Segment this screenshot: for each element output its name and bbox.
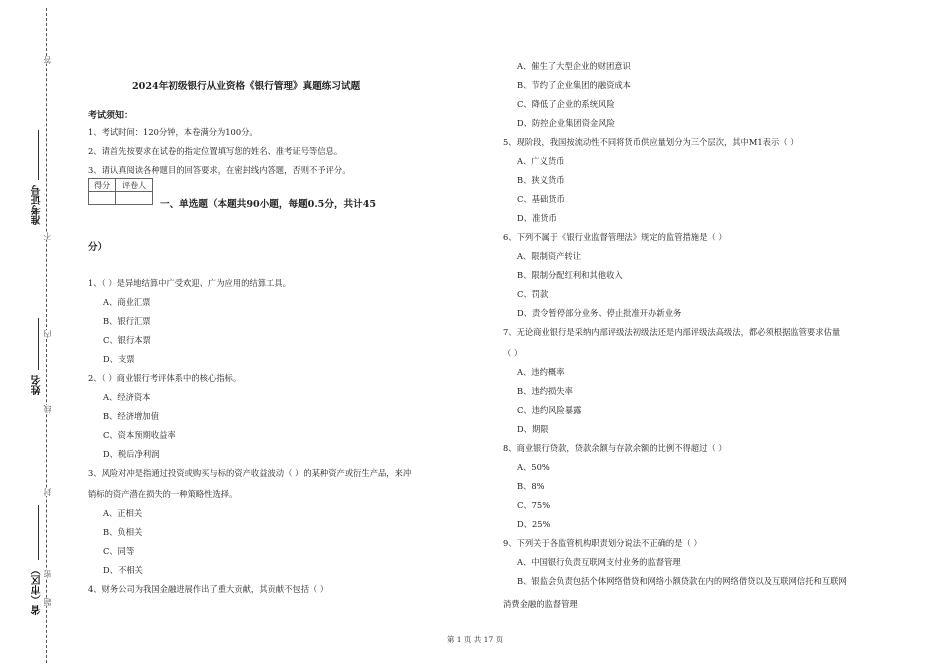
option-item[interactable]: A、催生了大型企业的财团意识 [517,61,631,71]
name-field[interactable] [38,318,39,370]
seal-char: 题 [43,598,52,606]
notice-item: 3、请认真阅读各种题目的回答要求，在密封线内答题，否则不予评分。 [88,165,351,175]
option-item[interactable]: A、广义货币 [517,156,565,166]
question-stem: 4、财务公司为我国金融进展作出了重大贡献，其贡献不包括（ ） [88,584,329,594]
page-footer: 第 1 页 共 17 页 [446,635,504,644]
option-item[interactable]: C、基础货币 [517,194,565,204]
grader-header: 评卷人 [116,179,153,192]
option-item[interactable]: B、狭义货币 [517,175,565,185]
option-item[interactable]: B、负相关 [103,527,143,537]
option-item[interactable]: B、节约了企业集团的融资成本 [517,80,631,90]
score-header: 得分 [89,179,116,192]
exam-number-label: 准考证号 [32,185,43,225]
option-item-cont: 消费金融的监督管理 [503,599,578,609]
option-item[interactable]: D、税后净利润 [103,449,160,459]
option-item[interactable]: C、罚款 [517,289,549,299]
question-stem: 2、（ ）商业银行考评体系中的核心指标。 [88,373,242,383]
option-item[interactable]: A、限制资产转让 [517,251,582,261]
option-item[interactable]: B、限制分配红利和其他收入 [517,270,623,280]
option-item[interactable]: C、75% [517,500,551,510]
option-item[interactable]: C、违约风险暴露 [517,405,582,415]
seal-char: 答 [43,56,52,64]
seal-char: 不 [43,232,52,240]
score-cell[interactable] [89,192,116,205]
score-box [88,178,153,205]
option-item[interactable]: A、正相关 [103,508,143,518]
option-item[interactable]: B、银监会负责包括个体网络借贷和网络小额贷款在内的网络借贷以及互联网信托和互联网 [517,576,847,586]
option-item[interactable]: C、资本预期收益率 [103,430,176,440]
province-label: 省（市区） [32,565,43,615]
option-item[interactable]: A、中国银行负责互联网支付业务的监督管理 [517,557,681,567]
province-field[interactable] [38,505,39,560]
question-stem-cont: （ ） [503,348,523,358]
option-item[interactable]: C、银行本票 [103,335,151,345]
question-stem: 5、现阶段，我国按流动性不同将货币供应量划分为三个层次，其中M1表示（ ） [503,137,799,147]
option-item[interactable]: A、50% [517,462,550,472]
option-item[interactable]: D、责令暂停部分业务、停止批准开办新业务 [517,308,682,318]
option-item[interactable]: D、不相关 [103,565,143,575]
option-item[interactable]: A、经济资本 [103,392,151,402]
question-stem: 6、下列不属于《银行业监督管理法》规定的监管措施是（ ） [503,232,727,242]
section-heading-cont: 分） [88,242,108,253]
exam-number-field[interactable] [38,130,39,180]
grader-cell[interactable] [116,192,153,205]
notice-item: 2、请首先按要求在试卷的指定位置填写您的姓名、准考证号等信息。 [88,146,343,156]
seal-char: 封 [43,488,52,496]
seal-char: 密 [43,570,52,578]
notice-heading: 考试须知： [88,111,134,121]
question-stem: 1、（ ）是异地结算中广受欢迎、广为应用的结算工具。 [88,278,291,288]
option-item[interactable]: C、同等 [103,546,135,556]
option-item[interactable]: B、8% [517,481,545,491]
notice-item: 1、考试时间：120分钟，本卷满分为100分。 [88,127,258,137]
option-item[interactable]: B、经济增加值 [103,411,159,421]
question-stem: 9、下列关于各监管机构职责划分说法不正确的是（ ） [503,538,702,548]
option-item[interactable]: D、期限 [517,424,549,434]
question-stem: 7、无论商业银行是采纳内部评级法初级法还是内部评级法高级法，都必须根据监管要求估量 [503,327,841,337]
question-stem-cont: 销标的资产潜在损失的一种策略性选择。 [88,489,238,499]
option-item[interactable]: A、违约概率 [517,367,565,377]
option-item[interactable]: D、支票 [103,354,135,364]
option-item[interactable]: B、违约损失率 [517,386,573,396]
binding-margin [0,0,70,671]
option-item[interactable]: B、银行汇票 [103,316,151,326]
option-item[interactable]: D、25% [517,519,551,529]
name-label: 姓名 [32,375,43,395]
section-heading: 一、单选题（本题共90小题，每题0.5分，共计45 [160,199,377,210]
option-item[interactable]: D、防控企业集团资金风险 [517,118,615,128]
option-item[interactable]: A、商业汇票 [103,297,151,307]
option-item[interactable]: D、准货币 [517,213,557,223]
page-title: 2024年初级银行从业资格《银行管理》真题练习试题 [132,81,361,92]
seal-char: 线 [43,405,52,413]
seal-char: 内 [43,330,52,338]
question-stem: 8、商业银行贷款，贷款余额与存款余额的比例不得超过（ ） [503,443,727,453]
question-stem: 3、风险对冲是指通过投资或购买与标的资产收益波动（ ）的某种资产或衍生产品，来冲 [88,468,412,478]
option-item[interactable]: C、降低了企业的系统风险 [517,99,615,109]
